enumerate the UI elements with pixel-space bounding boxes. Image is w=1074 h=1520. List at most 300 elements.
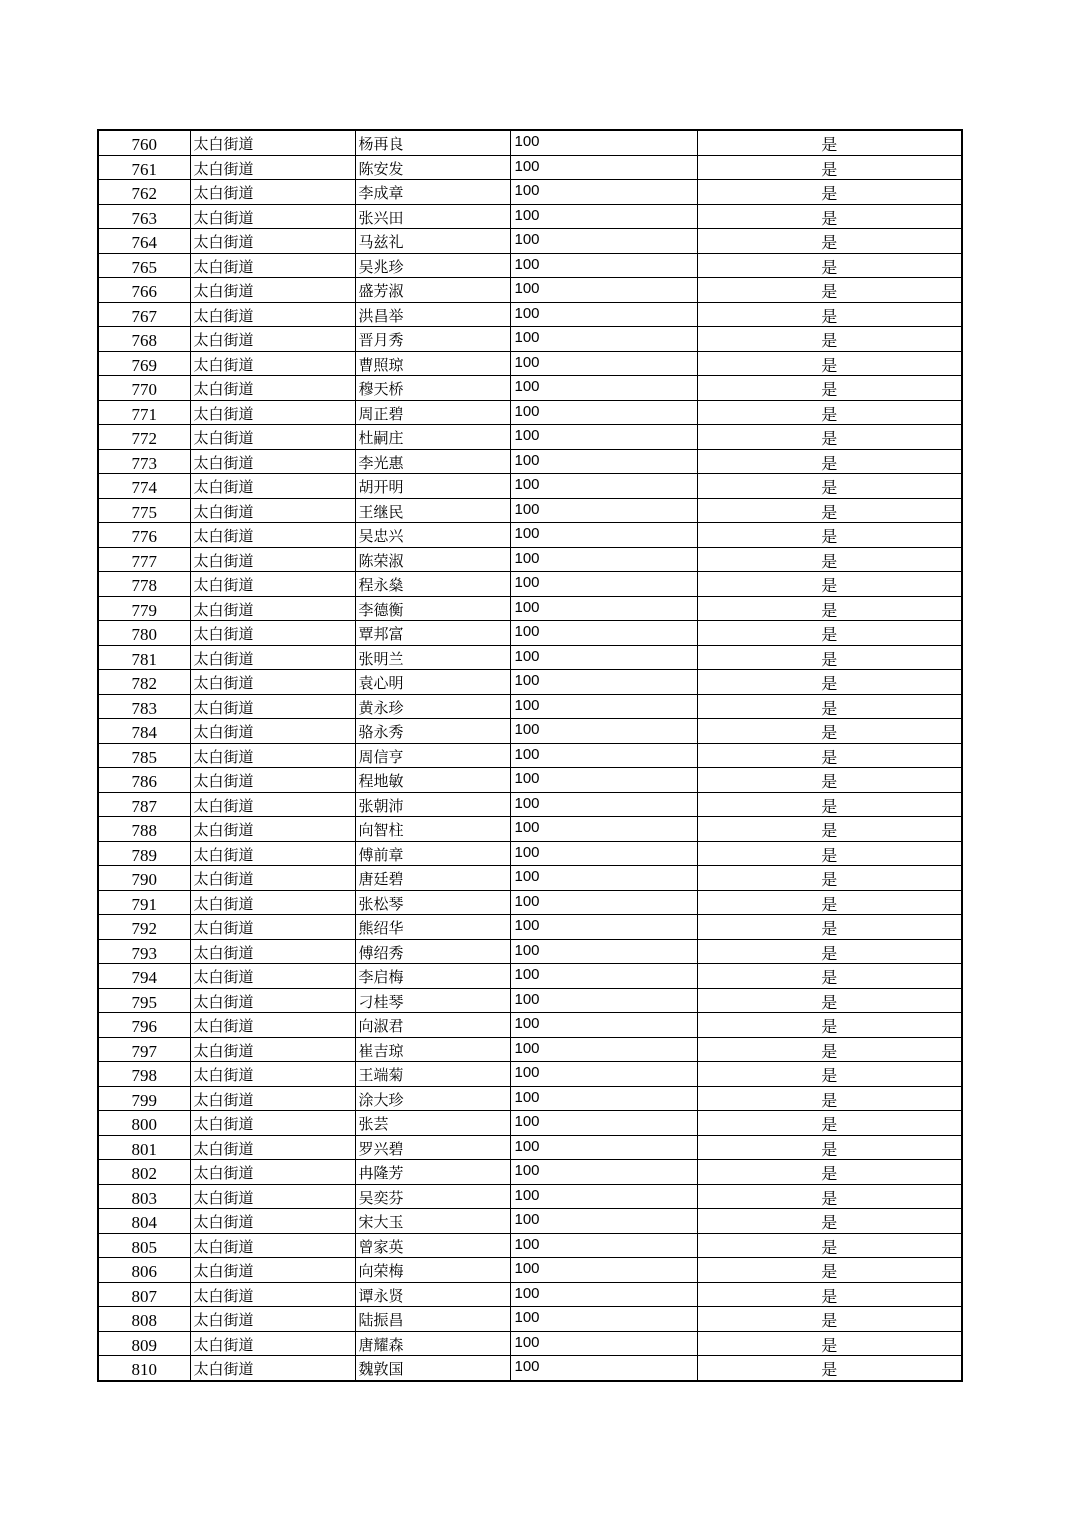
name-cell: 陆振昌: [355, 1307, 510, 1332]
table-row: [98, 1013, 962, 1038]
street-cell: 太白街道: [190, 400, 355, 425]
name-cell: 吴忠兴: [355, 523, 510, 548]
street-cell: 太白街道: [190, 253, 355, 278]
name-cell: 罗兴碧: [355, 1135, 510, 1160]
table-row: [98, 719, 962, 744]
row-number-cell: 810: [98, 1356, 190, 1381]
row-number-cell: 760: [98, 130, 190, 155]
table-row: [98, 1233, 962, 1258]
row-number-cell: 799: [98, 1086, 190, 1111]
name-cell: 张兴田: [355, 204, 510, 229]
status-cell: 是: [697, 498, 962, 523]
row-number-cell: 793: [98, 939, 190, 964]
row-number-cell: 794: [98, 964, 190, 989]
status-cell: 是: [697, 645, 962, 670]
street-cell: 太白街道: [190, 768, 355, 793]
street-cell: 太白街道: [190, 988, 355, 1013]
name-cell: 曹照琼: [355, 351, 510, 376]
table-row: [98, 474, 962, 499]
amount-cell: 100: [510, 817, 697, 842]
street-cell: 太白街道: [190, 1111, 355, 1136]
street-cell: 太白街道: [190, 278, 355, 303]
row-number-cell: 762: [98, 180, 190, 205]
amount-cell: 100: [510, 621, 697, 646]
row-number-cell: 780: [98, 621, 190, 646]
street-cell: 太白街道: [190, 817, 355, 842]
name-cell: 张朝沛: [355, 792, 510, 817]
street-cell: 太白街道: [190, 841, 355, 866]
name-cell: 晋月秀: [355, 327, 510, 352]
row-number-cell: 761: [98, 155, 190, 180]
table-row: [98, 1307, 962, 1332]
street-cell: 太白街道: [190, 694, 355, 719]
name-cell: 张明兰: [355, 645, 510, 670]
amount-cell: 100: [510, 768, 697, 793]
amount-cell: 100: [510, 1233, 697, 1258]
street-cell: 太白街道: [190, 204, 355, 229]
street-cell: 太白街道: [190, 964, 355, 989]
amount-cell: 100: [510, 1086, 697, 1111]
table-row: [98, 1282, 962, 1307]
street-cell: 太白街道: [190, 890, 355, 915]
name-cell: 向淑君: [355, 1013, 510, 1038]
name-cell: 覃邦富: [355, 621, 510, 646]
table-row: [98, 425, 962, 450]
street-cell: 太白街道: [190, 743, 355, 768]
table-body: [98, 130, 962, 1381]
street-cell: 太白街道: [190, 939, 355, 964]
status-cell: 是: [697, 866, 962, 891]
status-cell: 是: [697, 1331, 962, 1356]
row-number-cell: 777: [98, 547, 190, 572]
table-row: [98, 498, 962, 523]
table-row: [98, 1356, 962, 1381]
status-cell: 是: [697, 1062, 962, 1087]
street-cell: 太白街道: [190, 474, 355, 499]
street-cell: 太白街道: [190, 719, 355, 744]
street-cell: 太白街道: [190, 1184, 355, 1209]
status-cell: 是: [697, 449, 962, 474]
name-cell: 向荣梅: [355, 1258, 510, 1283]
name-cell: 盛芳淑: [355, 278, 510, 303]
street-cell: 太白街道: [190, 180, 355, 205]
status-cell: 是: [697, 1307, 962, 1332]
status-cell: 是: [697, 351, 962, 376]
street-cell: 太白街道: [190, 1160, 355, 1185]
table-row: [98, 939, 962, 964]
table-row: [98, 792, 962, 817]
status-cell: 是: [697, 1013, 962, 1038]
table-row: [98, 1037, 962, 1062]
table-row: [98, 229, 962, 254]
table-row: [98, 351, 962, 376]
row-number-cell: 809: [98, 1331, 190, 1356]
table-row: [98, 253, 962, 278]
amount-cell: 100: [510, 351, 697, 376]
amount-cell: 100: [510, 327, 697, 352]
amount-cell: 100: [510, 964, 697, 989]
status-cell: 是: [697, 523, 962, 548]
table-row: [98, 1111, 962, 1136]
amount-cell: 100: [510, 498, 697, 523]
table-row: [98, 547, 962, 572]
street-cell: 太白街道: [190, 1356, 355, 1381]
street-cell: 太白街道: [190, 376, 355, 401]
status-cell: 是: [697, 204, 962, 229]
status-cell: 是: [697, 1356, 962, 1381]
table-row: [98, 768, 962, 793]
street-cell: 太白街道: [190, 425, 355, 450]
status-cell: 是: [697, 155, 962, 180]
status-cell: 是: [697, 596, 962, 621]
row-number-cell: 782: [98, 670, 190, 695]
table-row: [98, 988, 962, 1013]
amount-cell: 100: [510, 1356, 697, 1381]
amount-cell: 100: [510, 1111, 697, 1136]
name-cell: 魏敦国: [355, 1356, 510, 1381]
status-cell: 是: [697, 743, 962, 768]
name-cell: 程永燊: [355, 572, 510, 597]
name-cell: 傅前章: [355, 841, 510, 866]
row-number-cell: 767: [98, 302, 190, 327]
name-cell: 涂大珍: [355, 1086, 510, 1111]
row-number-cell: 790: [98, 866, 190, 891]
status-cell: 是: [697, 474, 962, 499]
status-cell: 是: [697, 792, 962, 817]
name-cell: 马兹礼: [355, 229, 510, 254]
row-number-cell: 798: [98, 1062, 190, 1087]
row-number-cell: 775: [98, 498, 190, 523]
amount-cell: 100: [510, 890, 697, 915]
row-number-cell: 785: [98, 743, 190, 768]
street-cell: 太白街道: [190, 1086, 355, 1111]
street-cell: 太白街道: [190, 645, 355, 670]
table-row: [98, 890, 962, 915]
row-number-cell: 791: [98, 890, 190, 915]
row-number-cell: 783: [98, 694, 190, 719]
street-cell: 太白街道: [190, 866, 355, 891]
name-cell: 杜嗣庄: [355, 425, 510, 450]
table-row: [98, 621, 962, 646]
table-row: [98, 572, 962, 597]
row-number-cell: 774: [98, 474, 190, 499]
name-cell: 宋大玉: [355, 1209, 510, 1234]
amount-cell: 100: [510, 719, 697, 744]
table-row: [98, 964, 962, 989]
row-number-cell: 805: [98, 1233, 190, 1258]
name-cell: 熊绍华: [355, 915, 510, 940]
amount-cell: 100: [510, 841, 697, 866]
name-cell: 王端菊: [355, 1062, 510, 1087]
street-cell: 太白街道: [190, 327, 355, 352]
name-cell: 李启梅: [355, 964, 510, 989]
amount-cell: 100: [510, 792, 697, 817]
table-row: [98, 1209, 962, 1234]
row-number-cell: 788: [98, 817, 190, 842]
name-cell: 黄永珍: [355, 694, 510, 719]
amount-cell: 100: [510, 523, 697, 548]
table-row: [98, 694, 962, 719]
status-cell: 是: [697, 817, 962, 842]
street-cell: 太白街道: [190, 449, 355, 474]
amount-cell: 100: [510, 1209, 697, 1234]
name-cell: 穆天桥: [355, 376, 510, 401]
amount-cell: 100: [510, 474, 697, 499]
amount-cell: 100: [510, 204, 697, 229]
row-number-cell: 768: [98, 327, 190, 352]
name-cell: 谭永贤: [355, 1282, 510, 1307]
status-cell: 是: [697, 890, 962, 915]
row-number-cell: 802: [98, 1160, 190, 1185]
row-number-cell: 770: [98, 376, 190, 401]
amount-cell: 100: [510, 670, 697, 695]
status-cell: 是: [697, 1111, 962, 1136]
status-cell: 是: [697, 302, 962, 327]
amount-cell: 100: [510, 449, 697, 474]
status-cell: 是: [697, 1160, 962, 1185]
table-row: [98, 302, 962, 327]
amount-cell: 100: [510, 694, 697, 719]
status-cell: 是: [697, 278, 962, 303]
street-cell: 太白街道: [190, 1135, 355, 1160]
status-cell: 是: [697, 841, 962, 866]
row-number-cell: 789: [98, 841, 190, 866]
table-row: [98, 743, 962, 768]
status-cell: 是: [697, 694, 962, 719]
status-cell: 是: [697, 1209, 962, 1234]
street-cell: 太白街道: [190, 670, 355, 695]
table-row: [98, 278, 962, 303]
street-cell: 太白街道: [190, 1258, 355, 1283]
status-cell: 是: [697, 768, 962, 793]
street-cell: 太白街道: [190, 229, 355, 254]
row-number-cell: 795: [98, 988, 190, 1013]
name-cell: 张松琴: [355, 890, 510, 915]
amount-cell: 100: [510, 1160, 697, 1185]
name-cell: 向智柱: [355, 817, 510, 842]
street-cell: 太白街道: [190, 1062, 355, 1087]
row-number-cell: 784: [98, 719, 190, 744]
amount-cell: 100: [510, 180, 697, 205]
amount-cell: 100: [510, 278, 697, 303]
table-row: [98, 817, 962, 842]
name-cell: 吴奕芬: [355, 1184, 510, 1209]
row-number-cell: 776: [98, 523, 190, 548]
street-cell: 太白街道: [190, 596, 355, 621]
amount-cell: 100: [510, 866, 697, 891]
amount-cell: 100: [510, 939, 697, 964]
name-cell: 冉隆芳: [355, 1160, 510, 1185]
status-cell: 是: [697, 621, 962, 646]
street-cell: 太白街道: [190, 130, 355, 155]
row-number-cell: 786: [98, 768, 190, 793]
street-cell: 太白街道: [190, 523, 355, 548]
status-cell: 是: [697, 1233, 962, 1258]
street-cell: 太白街道: [190, 792, 355, 817]
table-row: [98, 523, 962, 548]
street-cell: 太白街道: [190, 1209, 355, 1234]
name-cell: 洪昌举: [355, 302, 510, 327]
status-cell: 是: [697, 1282, 962, 1307]
amount-cell: 100: [510, 253, 697, 278]
table-row: [98, 1184, 962, 1209]
table-row: [98, 1160, 962, 1185]
status-cell: 是: [697, 425, 962, 450]
street-cell: 太白街道: [190, 498, 355, 523]
amount-cell: 100: [510, 1258, 697, 1283]
name-cell: 唐耀森: [355, 1331, 510, 1356]
status-cell: 是: [697, 670, 962, 695]
row-number-cell: 800: [98, 1111, 190, 1136]
amount-cell: 100: [510, 645, 697, 670]
name-cell: 周正碧: [355, 400, 510, 425]
street-cell: 太白街道: [190, 621, 355, 646]
status-cell: 是: [697, 253, 962, 278]
amount-cell: 100: [510, 1062, 697, 1087]
table-row: [98, 1258, 962, 1283]
amount-cell: 100: [510, 400, 697, 425]
amount-cell: 100: [510, 988, 697, 1013]
status-cell: 是: [697, 547, 962, 572]
status-cell: 是: [697, 130, 962, 155]
row-number-cell: 781: [98, 645, 190, 670]
row-number-cell: 797: [98, 1037, 190, 1062]
name-cell: 杨再良: [355, 130, 510, 155]
table-row: [98, 130, 962, 155]
name-cell: 周信亨: [355, 743, 510, 768]
amount-cell: 100: [510, 1037, 697, 1062]
name-cell: 李成章: [355, 180, 510, 205]
status-cell: 是: [697, 964, 962, 989]
row-number-cell: 807: [98, 1282, 190, 1307]
table-row: [98, 1135, 962, 1160]
street-cell: 太白街道: [190, 302, 355, 327]
amount-cell: 100: [510, 1331, 697, 1356]
street-cell: 太白街道: [190, 572, 355, 597]
row-number-cell: 766: [98, 278, 190, 303]
table-row: [98, 915, 962, 940]
amount-cell: 100: [510, 572, 697, 597]
row-number-cell: 773: [98, 449, 190, 474]
row-number-cell: 796: [98, 1013, 190, 1038]
name-cell: 张芸: [355, 1111, 510, 1136]
name-cell: 骆永秀: [355, 719, 510, 744]
table-row: [98, 670, 962, 695]
row-number-cell: 771: [98, 400, 190, 425]
row-number-cell: 764: [98, 229, 190, 254]
street-cell: 太白街道: [190, 1307, 355, 1332]
table-row: [98, 866, 962, 891]
status-cell: 是: [697, 915, 962, 940]
row-number-cell: 765: [98, 253, 190, 278]
amount-cell: 100: [510, 1307, 697, 1332]
name-cell: 袁心明: [355, 670, 510, 695]
name-cell: 李德衡: [355, 596, 510, 621]
status-cell: 是: [697, 229, 962, 254]
amount-cell: 100: [510, 1282, 697, 1307]
street-cell: 太白街道: [190, 1233, 355, 1258]
table-row: [98, 327, 962, 352]
name-cell: 刁桂琴: [355, 988, 510, 1013]
street-cell: 太白街道: [190, 1282, 355, 1307]
row-number-cell: 769: [98, 351, 190, 376]
name-cell: 陈荣淑: [355, 547, 510, 572]
name-cell: 陈安发: [355, 155, 510, 180]
name-cell: 崔吉琼: [355, 1037, 510, 1062]
street-cell: 太白街道: [190, 1037, 355, 1062]
street-cell: 太白街道: [190, 155, 355, 180]
status-cell: 是: [697, 180, 962, 205]
status-cell: 是: [697, 327, 962, 352]
status-cell: 是: [697, 376, 962, 401]
status-cell: 是: [697, 572, 962, 597]
name-cell: 胡开明: [355, 474, 510, 499]
table-row: [98, 376, 962, 401]
row-number-cell: 787: [98, 792, 190, 817]
status-cell: 是: [697, 1184, 962, 1209]
status-cell: 是: [697, 1037, 962, 1062]
amount-cell: 100: [510, 130, 697, 155]
street-cell: 太白街道: [190, 547, 355, 572]
amount-cell: 100: [510, 743, 697, 768]
row-number-cell: 808: [98, 1307, 190, 1332]
table-row: [98, 1062, 962, 1087]
status-cell: 是: [697, 719, 962, 744]
name-cell: 吴兆珍: [355, 253, 510, 278]
street-cell: 太白街道: [190, 1013, 355, 1038]
status-cell: 是: [697, 1258, 962, 1283]
table-row: [98, 449, 962, 474]
row-number-cell: 772: [98, 425, 190, 450]
amount-cell: 100: [510, 155, 697, 180]
street-cell: 太白街道: [190, 1331, 355, 1356]
row-number-cell: 804: [98, 1209, 190, 1234]
amount-cell: 100: [510, 1013, 697, 1038]
name-cell: 王继民: [355, 498, 510, 523]
table-row: [98, 204, 962, 229]
status-cell: 是: [697, 1135, 962, 1160]
amount-cell: 100: [510, 547, 697, 572]
name-cell: 李光惠: [355, 449, 510, 474]
table-row: [98, 180, 962, 205]
table-row: [98, 1086, 962, 1111]
amount-cell: 100: [510, 229, 697, 254]
amount-cell: 100: [510, 376, 697, 401]
table-row: [98, 155, 962, 180]
row-number-cell: 779: [98, 596, 190, 621]
table-row: [98, 645, 962, 670]
name-cell: 傅绍秀: [355, 939, 510, 964]
row-number-cell: 778: [98, 572, 190, 597]
table-row: [98, 400, 962, 425]
table-row: [98, 596, 962, 621]
amount-cell: 100: [510, 1135, 697, 1160]
status-cell: 是: [697, 939, 962, 964]
amount-cell: 100: [510, 596, 697, 621]
row-number-cell: 801: [98, 1135, 190, 1160]
name-cell: 程地敏: [355, 768, 510, 793]
name-cell: 曾家英: [355, 1233, 510, 1258]
status-cell: 是: [697, 1086, 962, 1111]
amount-cell: 100: [510, 302, 697, 327]
row-number-cell: 803: [98, 1184, 190, 1209]
amount-cell: 100: [510, 1184, 697, 1209]
street-cell: 太白街道: [190, 915, 355, 940]
data-table: [97, 129, 963, 1382]
table-row: [98, 841, 962, 866]
status-cell: 是: [697, 400, 962, 425]
row-number-cell: 792: [98, 915, 190, 940]
